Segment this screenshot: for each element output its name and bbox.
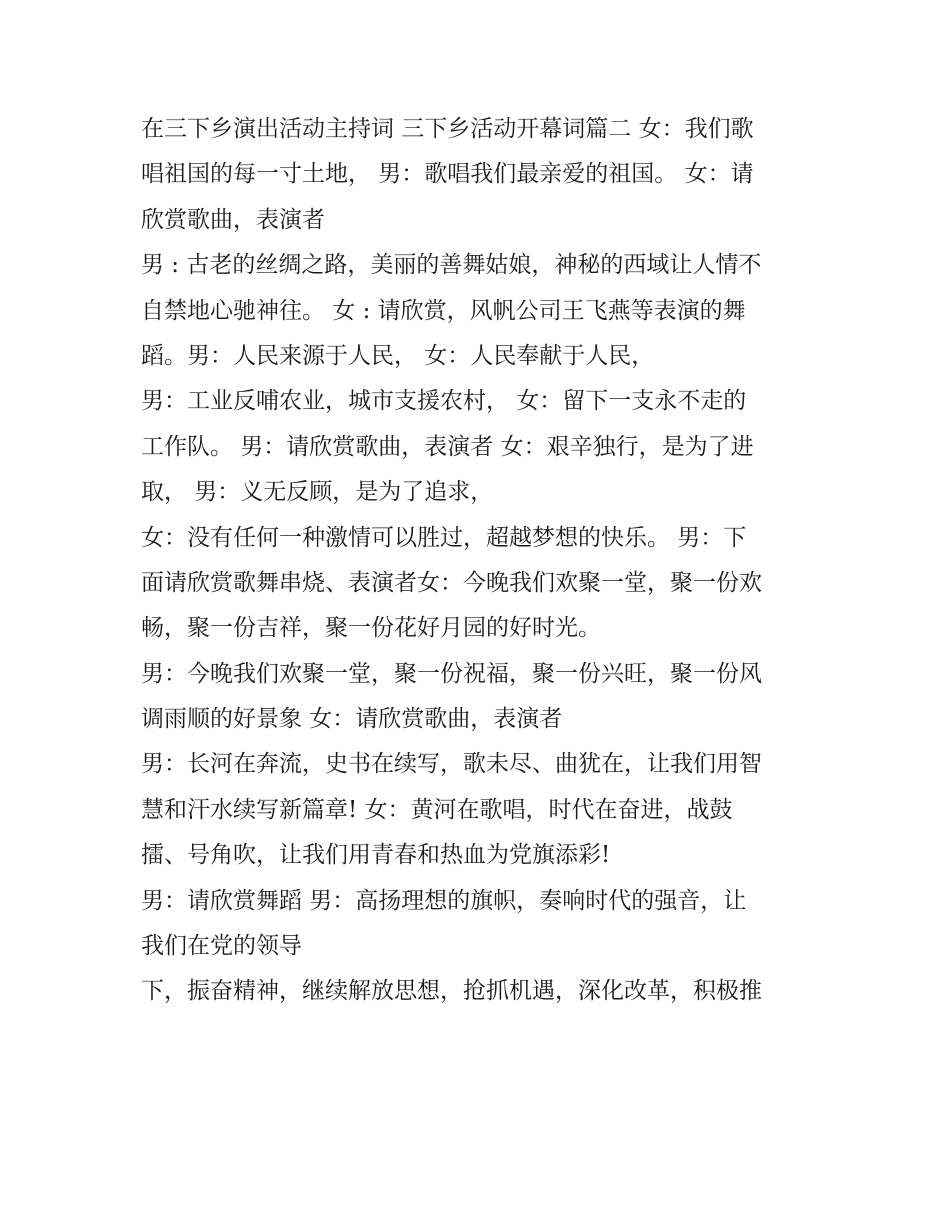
- text-line-8: 工作队。 男：请欣赏歌曲，表演者 女：艰辛独行，是为了进: [141, 433, 754, 460]
- text-line-6: 蹈。男：人民来源于人民， 女：人民奉献于人民，: [141, 342, 655, 369]
- text-line-5: 自禁地心驰神往。 女 : 请欣赏，风帆公司王飞燕等表演的舞: [141, 297, 746, 324]
- text-line-4: 男 : 古老的丝绸之路，美丽的善舞姑娘，神秘的西域让人情不: [141, 252, 762, 279]
- text-line-19: 我们在党的领导: [141, 933, 302, 960]
- text-line-2: 唱祖国的每一寸土地， 男：歌唱我们最亲爱的祖国。 女：请: [141, 161, 754, 188]
- text-line-7: 男：工业反哺农业，城市支援农村， 女：留下一支永不走的: [141, 388, 747, 415]
- text-line-13: 男：今晚我们欢聚一堂，聚一份祝福，聚一份兴旺，聚一份风: [141, 660, 762, 687]
- text-line-10: 女：没有任何一种激情可以胜过，超越梦想的快乐。 男：下: [141, 524, 747, 551]
- text-line-14: 调雨顺的好景象 女：请欣赏歌曲，表演者: [141, 706, 563, 733]
- text-line-3: 欣赏歌曲，表演者: [141, 206, 325, 233]
- text-line-9: 取， 男：义无反顾，是为了追求，: [141, 479, 494, 506]
- text-line-12: 畅，聚一份吉祥，聚一份花好月园的好时光。: [141, 615, 601, 642]
- text-line-15: 男：长河在奔流，史书在续写，歌未尽、曲犹在，让我们用智: [141, 751, 762, 778]
- text-line-17: 擂、号角吹，让我们用青春和热血为党旗添彩!: [141, 842, 611, 869]
- text-line-1: 在三下乡演出活动主持词 三下乡活动开幕词篇二 女：我们歌: [141, 116, 754, 142]
- text-line-18: 男：请欣赏舞蹈 男：高扬理想的旗帜，奏响时代的强音，让: [141, 887, 747, 914]
- text-line-20: 下，振奋精神，继续解放思想，抢抓机遇，深化改革，积极推: [141, 978, 762, 1005]
- text-line-11: 面请欣赏歌舞串烧、表演者女：今晚我们欢聚一堂，聚一份欢: [141, 569, 762, 596]
- text-line-16: 慧和汗水续写新篇章! 女：黄河在歌唱，时代在奋进，战鼓: [141, 796, 733, 823]
- document-body-text: [141, 107, 831, 1015]
